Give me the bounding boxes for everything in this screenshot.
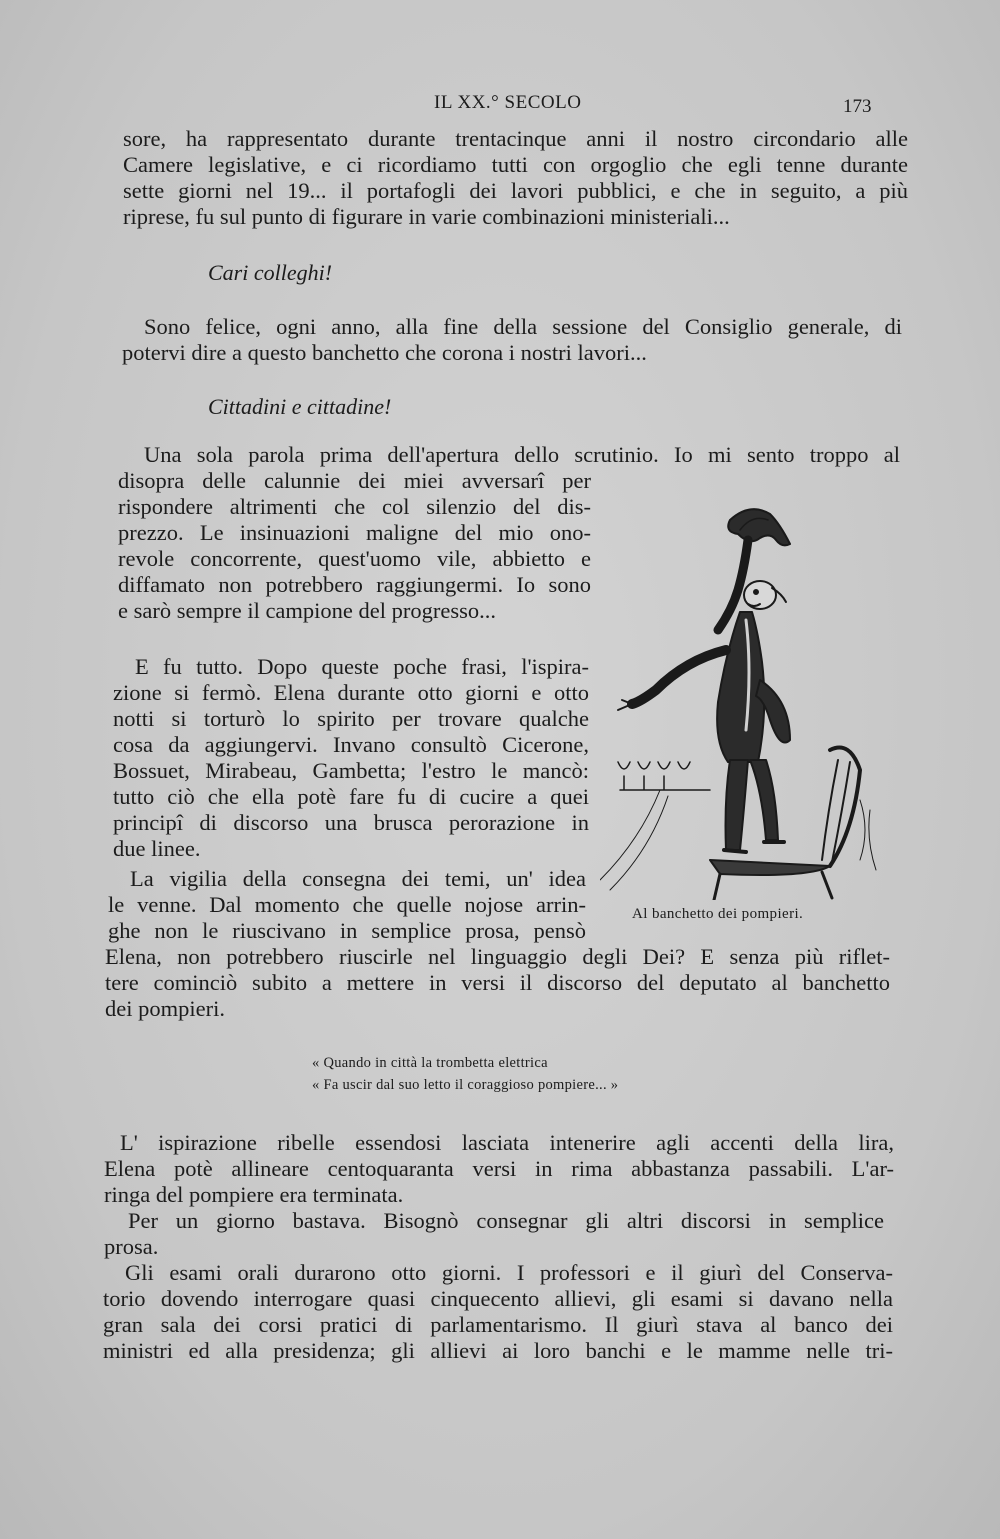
- text-line: prezzo. Le insinuazioni maligne del mio ono-: [118, 520, 591, 545]
- text-line: Bossuet, Mirabeau, Gambetta; l'estro le mancò:: [113, 758, 589, 783]
- salutation-cari-colleghi: Cari colleghi!: [208, 260, 333, 285]
- paragraph-1: [123, 126, 908, 230]
- text-line: potervi dire a questo banchetto che corona i nostri lavori...: [122, 340, 647, 365]
- text-line: gran sala dei corsi pratici di parlamentarismo. Il giurì stava al banco dei: [103, 1312, 893, 1337]
- text-line: tutto ciò che ella potè fare fu di cucire a quei: [113, 784, 589, 809]
- paragraph-4: [113, 654, 589, 862]
- text-line: le venne. Dal momento che quelle nojose arrin-: [108, 892, 586, 917]
- verse-quotation: [312, 1052, 618, 1096]
- text-line: Sono felice, ogni anno, alla fine della sessione del Consiglio generale, di: [144, 314, 902, 339]
- text-line: La vigilia della consegna dei temi, un' idea: [130, 866, 586, 891]
- text-line: ringa del pompiere era terminata.: [104, 1182, 404, 1207]
- text-line: disopra delle calunnie dei miei avversarî per: [118, 468, 591, 493]
- running-title: IL XX.° SECOLO: [434, 92, 582, 113]
- text-line: prosa.: [104, 1234, 159, 1259]
- text-line: E fu tutto. Dopo queste poche frasi, l'ispira-: [135, 654, 589, 679]
- text-line: ministri ed alla presidenza; gli allievi ai loro banchi e le mamme nelle tri-: [103, 1338, 893, 1363]
- page-number: 173: [843, 96, 872, 117]
- paragraph-2: [122, 314, 902, 366]
- text-line: Gli esami orali durarono otto giorni. I professori e il giurì del Conserva-: [125, 1260, 893, 1285]
- text-line: due linee.: [113, 836, 201, 861]
- text-line: cosa da aggiungervi. Invano consultò Cicerone,: [113, 732, 589, 757]
- verse-line: « Fa uscir dal suo letto il coraggioso pompiere... »: [312, 1077, 619, 1093]
- text-line: diffamato non potrebbero raggiungermi. Io sono: [118, 572, 591, 597]
- paragraph-6: [104, 1130, 894, 1208]
- text-line: notti si torturò lo spirito per trovare qualche: [113, 706, 589, 731]
- verse-line: « Quando in città la trombetta elettrica: [312, 1055, 548, 1071]
- text-line: Per un giorno bastava. Bisognò consegnar gli altri discorsi in semplice: [128, 1208, 884, 1233]
- text-line: L' ispirazione ribelle essendosi lasciata intenerire agli accenti della lira,: [120, 1130, 894, 1155]
- text-line: riprese, fu sul punto di figurare in varie combinazioni ministeriali...: [123, 204, 730, 229]
- paragraph-3-first-line: [122, 442, 900, 468]
- paragraph-5-wide: [105, 944, 890, 1022]
- text-line: Camere legislative, e ci ricordiamo tutti con orgoglio che egli tenne durante: [123, 152, 908, 177]
- text-line: sette giorni nel 19... il portafogli dei lavori pubblici, e che in seguito, a più: [123, 178, 908, 203]
- text-line: sore, ha rappresentato durante trentacinque anni il nostro circondario alle: [123, 126, 908, 151]
- paragraph-8: [103, 1260, 893, 1364]
- text-line: dei pompieri.: [105, 996, 225, 1021]
- illustration-caption: Al banchetto dei pompieri.: [632, 906, 804, 922]
- text-line: ghe non le riuscivano in semplice prosa, pensò: [108, 918, 586, 943]
- text-line: principî di discorso una brusca perorazione in: [113, 810, 589, 835]
- text-line: Elena, non potrebbero riuscirle nel linguaggio degli Dei? E senza più riflet-: [105, 944, 890, 969]
- salutation-cittadini: Cittadini e cittadine!: [208, 394, 392, 419]
- text-line: Una sola parola prima dell'apertura dello scrutinio. Io mi sento troppo al: [144, 442, 900, 467]
- paragraph-5-narrow: [108, 866, 586, 944]
- paragraph-3: [118, 468, 591, 624]
- text-line: tere cominciò subito a mettere in versi il discorso del deputato al banchetto: [105, 970, 890, 995]
- orator-standing-on-chair-illustration: [600, 500, 890, 900]
- paragraph-7: [104, 1208, 884, 1260]
- text-line: zione si fermò. Elena durante otto giorni e otto: [113, 680, 589, 705]
- text-line: revole concorrente, quest'uomo vile, abbietto e: [118, 546, 591, 571]
- text-line: rispondere altrimenti che col silenzio del dis-: [118, 494, 591, 519]
- text-line: Elena potè allineare centoquaranta versi in rima abbastanza passabili. L'ar-: [104, 1156, 894, 1181]
- text-line: torio dovendo interrogare quasi cinquecento allievi, gli esami si davano nella: [103, 1286, 893, 1311]
- text-line: e sarò sempre il campione del progresso...: [118, 598, 497, 623]
